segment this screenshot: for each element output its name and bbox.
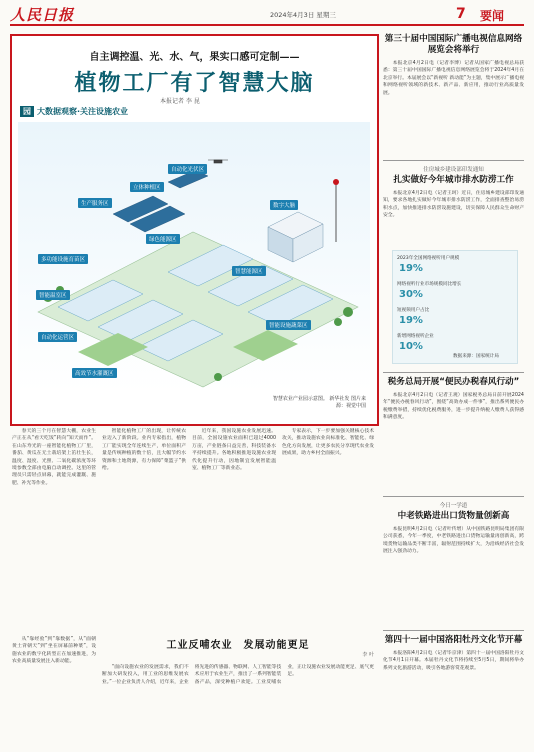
divider	[383, 160, 524, 161]
paragraph: 专家表示，下一步要加强关键核心技术攻关，推动设施农业向标准化、智能化、绿色化方向发展，让更多农民分享现代农业发展成果，助力乡村全面振兴。	[282, 429, 374, 457]
label-vertical-planting: 立体种植区	[130, 182, 164, 192]
lower-column-1	[12, 636, 96, 746]
body-column-4	[282, 428, 374, 628]
smart-farm-illustration	[18, 122, 370, 392]
label-green-energy: 绿色能源区	[146, 234, 180, 244]
label-auto-operation: 自动化运营区	[38, 332, 77, 342]
rubric-tag: 园	[20, 106, 34, 117]
headline-railway: 中老铁路进出口货物量创新高	[397, 511, 510, 521]
stat-label: 2023年全国网络视听用户规模	[397, 256, 460, 261]
paragraph: 本报北京4月2日电（记者王观）国家税务总局日前开展2024年“便民办税春风行动”，围绕“高效办成一件事”，推出系列便民办税缴费举措，持续优化税费服务，进一步提升纳税人缴费人获得感和满意度。	[383, 393, 524, 421]
body-column-3	[192, 428, 276, 628]
label-water-irrigation: 高效节水灌溉区	[72, 368, 117, 378]
stat-value: 19%	[399, 263, 423, 274]
divider	[383, 496, 524, 497]
label-smart-energy: 智慧能源区	[232, 266, 266, 276]
body-column-1	[12, 428, 96, 628]
headline-drainage: 扎实做好今年城市排水防涝工作	[393, 175, 514, 185]
stat-value: 19%	[399, 315, 423, 326]
headline-peony-festival: 第四十一届中国洛阳牡丹文化节开幕	[384, 635, 523, 645]
paragraph: 本报昆明4月2日电（记者叶传增）从中国铁路昆明局集团有限公司获悉，今年一季度，中老铁路进出口货物运输量再创新高，跨境货物运输品类不断丰富，辐射范围持续扩大，为沿线经济社会发展注入强劲动力。	[383, 527, 524, 555]
label-smart-greenhouse: 智能温室区	[36, 290, 70, 300]
subhead-railway: 今日一学道	[439, 503, 468, 509]
feature-byline: 本报记者 李 昆	[160, 98, 200, 105]
divider	[383, 372, 524, 373]
article-tax-service	[383, 392, 524, 492]
divider	[383, 630, 524, 631]
paragraph: 智能化植物工厂的出现，让传统农业迈入了新阶段。业内专家指出，植物工厂能实现全年连续生产，单位面积产量是传统种植的数十倍，且大幅节约水资源和土地资源，有力保障“菜篮子”供给。	[102, 429, 186, 472]
masthead	[10, 4, 524, 26]
label-seedling-zone: 多功能设施育苗区	[38, 254, 88, 264]
feature-article-box	[10, 34, 379, 426]
page-number: 7	[456, 6, 466, 22]
newspaper-logo: 人民日报	[10, 6, 75, 24]
label-production-service: 生产服务区	[78, 198, 112, 208]
lower-column-2	[102, 664, 374, 746]
lower-article	[102, 636, 374, 658]
subhead-drainage: 住房城乡建设部印发通知	[423, 167, 484, 173]
stats-infographic	[392, 250, 518, 364]
feature-kicker: 自主调控温、光、水、气，果实口感可定制——	[89, 52, 300, 63]
paragraph: 近年来，我国设施农业发展迅速。目前，全国设施农业面积已超过4000万亩，产业链条日益完善，科技装备水平持续提升。各地积极推进设施农业现代化提升行动，因地制宜发展智能温室、植物工厂等新业态。	[192, 429, 276, 472]
lower-article-heading: 工业反哺农业 发展动能更足	[166, 640, 310, 651]
article-peony-festival	[383, 650, 524, 710]
headline-tax-service: 税务总局开展“便民办税春风行动”	[387, 377, 520, 387]
stats-source-note: 数据来源：国家统计局	[453, 354, 499, 359]
headline-broadcast-expo: 第三十届中国国际广播电视信息网络展览会将举行	[384, 34, 523, 55]
feature-rubric	[20, 106, 128, 117]
paragraph: 春天的三个月在智慧大棚，农业生产正在从“看天吃饭”转向“知天而作”。在山东寿光的一座智能化植物工厂里，番茄、黄瓜在无土栽培架上茁壮生长，温度、湿度、光照、二氧化碳浓度等环境参数全部由电脑自动调控。这里的管理员只需轻点屏幕，就能完成灌溉、施肥、补光等作业。	[12, 429, 96, 486]
article-railway	[383, 526, 524, 626]
label-smart-vegetables: 智能设施蔬菜区	[266, 320, 311, 330]
stat-label: 新增网络视听企业	[397, 334, 434, 339]
paragraph: “面向设施农业的发展需求，我们不断加大研发投入，用工业的思维发展农业。”一位企业负责人介绍，近年来，企业将先进的传感器、物联网、人工智能等技术应用于农业生产，推出了一系列智能装备产品，深受种植户欢迎。工业反哺农业，正让设施农业发展动能更足、底气更足。	[102, 665, 374, 685]
stat-label: 网络视听行业市场规模同比增长	[397, 282, 462, 287]
stat-label: 短视频用户占比	[397, 308, 430, 313]
label-digital-brain: 数字大脑	[270, 200, 298, 210]
lower-article-author: 李 叶	[362, 652, 374, 658]
issue-date: 2024年4月3日 星期三	[270, 11, 336, 19]
stat-value: 10%	[399, 341, 423, 352]
illustration-caption: 智慧农业产业园示意图。 新华社发 图片来源：视觉中国	[272, 396, 366, 409]
paragraph: 本报北京4月2日电（记者王珂）近日，住房城乡建设部印发通知，要求各地扎实做好今年城市排水防涝工作，全面排查整治易涝积水点，加快推进排水防涝设施建设，切实保障人民群众生命财产安全。	[383, 191, 524, 219]
rubric-text: 大数据观察·关注设施农业	[37, 107, 129, 116]
label-solar-zone: 自动化光伏区	[168, 164, 207, 174]
paragraph: 本报洛阳4月2日电（记者毕京津）第四十一届中国洛阳牡丹文化节4月1日开幕。本届牡丹文化节将持续至5月5日，期间将举办系列文化旅游活动，吸引各地游客赏花观景。	[383, 651, 524, 671]
right-news-column-lower	[383, 368, 524, 710]
feature-headline: 植物工厂有了智慧大脑	[74, 71, 315, 96]
stat-value: 30%	[399, 289, 423, 300]
section-name: 要闻	[480, 9, 505, 23]
paragraph: 从“靠经验”到“靠数据”，从“面朝黄土背朝天”到“坐在屏幕前种菜”，设施农业的数字化转型正在加速推进，为农业高质量发展注入新动能。	[12, 637, 96, 665]
paragraph: 本报北京4月2日电（记者李博）记者从国家广播电视总局获悉：第三十届中国国际广播电视信息网络展览会将于2024年4月在北京举行。本届展会以“新视听 新动能”为主题，集中展示广播电视和网络视听领域的新技术、新产品、新应用，推动行业高质量发展。	[383, 61, 524, 96]
body-column-2	[102, 428, 186, 628]
article-broadcast-expo	[383, 60, 524, 156]
